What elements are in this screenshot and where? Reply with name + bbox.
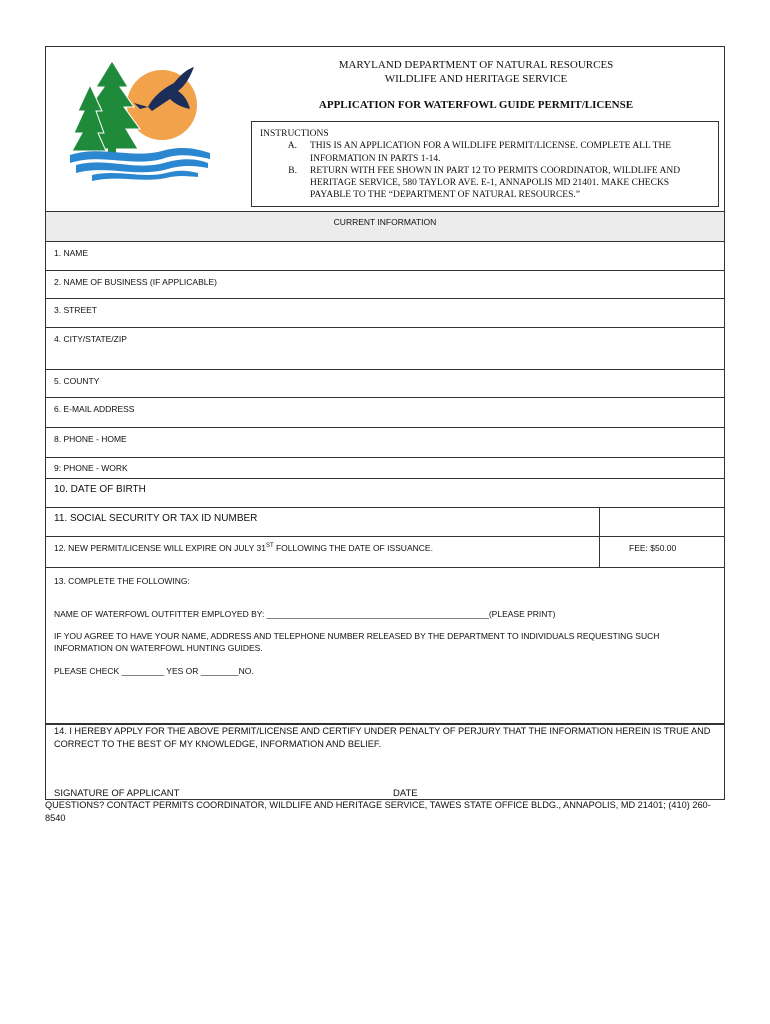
city-state-zip-field[interactable]: 4. CITY/STATE/ZIP <box>46 327 724 369</box>
instruction-item: A. THIS IS AN APPLICATION FOR A WILDLIFE PERMIT/LICENSE. COMPLETE ALL THE INFORMATION IN PARTS 1-14. <box>260 140 710 165</box>
fee-divider <box>599 507 600 567</box>
current-info-header: CURRENT INFORMATION <box>46 211 724 241</box>
application-form <box>45 46 725 800</box>
agency-name <box>266 58 686 86</box>
phone-home-field[interactable]: 8. PHONE - HOME <box>46 427 724 457</box>
instructions-box <box>251 121 719 207</box>
signature-field[interactable]: SIGNATURE OF APPLICANT <box>54 788 180 799</box>
date-of-birth-field[interactable]: 10. DATE OF BIRTH <box>46 478 724 507</box>
fee-amount: FEE: $50.00 <box>629 543 677 553</box>
release-consent-text: IF YOU AGREE TO HAVE YOUR NAME, ADDRESS AND TELEPHONE NUMBER RELEASED BY THE DEPARTMENT TO INDIVIDUALS REQUESTING SUCH INFORMATION ON WATERFOWL HUNTING GUIDES. <box>54 631 660 653</box>
ssn-field[interactable]: 11. SOCIAL SECURITY OR TAX ID NUMBER <box>46 507 724 536</box>
form-title: APPLICATION FOR WATERFOWL GUIDE PERMIT/LICENSE <box>318 99 634 111</box>
business-name-field[interactable]: 2. NAME OF BUSINESS (IF APPLICABLE) <box>46 270 724 298</box>
release-check-field[interactable]: PLEASE CHECK _________ YES OR ________NO. <box>54 666 254 676</box>
instruction-text: THIS IS AN APPLICATION FOR A WILDLIFE PERMIT/LICENSE. COMPLETE ALL THE INFORMATION IN PARTS 1-14. <box>310 141 672 164</box>
agency-line-2: WILDLIFE AND HERITAGE SERVICE <box>384 73 568 85</box>
name-field[interactable]: 1. NAME <box>46 241 724 270</box>
form-header <box>46 47 724 212</box>
agency-line-1: MARYLAND DEPARTMENT OF NATURAL RESOURCES <box>338 59 614 71</box>
email-field[interactable]: 6. E-MAIL ADDRESS <box>46 397 724 427</box>
dnr-logo-icon <box>62 55 212 183</box>
instructions-title: INSTRUCTIONS <box>260 129 329 139</box>
part-13-heading: 13. COMPLETE THE FOLLOWING: <box>54 576 190 586</box>
expiration-text: 12. NEW PERMIT/LICENSE WILL EXPIRE ON JULY 31ST FOLLOWING THE DATE OF ISSUANCE. <box>54 543 433 553</box>
phone-work-field[interactable]: 9: PHONE - WORK <box>46 457 724 478</box>
county-field[interactable]: 5. COUNTY <box>46 369 724 397</box>
contact-footer: QUESTIONS? CONTACT PERMITS COORDINATOR, WILDLIFE AND HERITAGE SERVICE, TAWES STATE OFFICE BLDG., ANNAPOLIS, MD 21401; (410) 260-8540 <box>45 800 711 823</box>
expiration-note <box>46 536 724 567</box>
certification-text: 14. I HEREBY APPLY FOR THE ABOVE PERMIT/LICENSE AND CERTIFY UNDER PENALTY OF PERJURY THAT THE INFORMATION HEREIN IS TRUE AND CORRECT TO THE BEST OF MY KNOWLEDGE, INFORMATION AND BELIEF. <box>54 726 711 749</box>
outfitter-field[interactable]: NAME OF WATERFOWL OUTFITTER EMPLOYED BY: _______________________________________________(PLEASE PRINT) <box>54 609 556 619</box>
instruction-text: RETURN WITH FEE SHOWN IN PART 12 TO PERMITS COORDINATOR, WILDLIFE AND HERITAGE SERVICE, 580 TAYLOR AVE. E-1, ANNAPOLIS MD 21401. MAKE CHECKS PAYABLE TO THE “DEPARTMENT OF NATURAL RESOURCES.” <box>310 165 681 201</box>
instruction-item: B. RETURN WITH FEE SHOWN IN PART 12 TO PERMITS COORDINATOR, WILDLIFE AND HERITAGE SERVICE, 580 TAYLOR AVE. E-1, ANNAPOLIS MD 21401. MAKE CHECKS PAYABLE TO THE “DEPARTMENT OF NATURAL RESOURCES.” <box>260 165 710 202</box>
street-field[interactable]: 3. STREET <box>46 298 724 327</box>
date-field[interactable]: DATE <box>393 788 418 799</box>
